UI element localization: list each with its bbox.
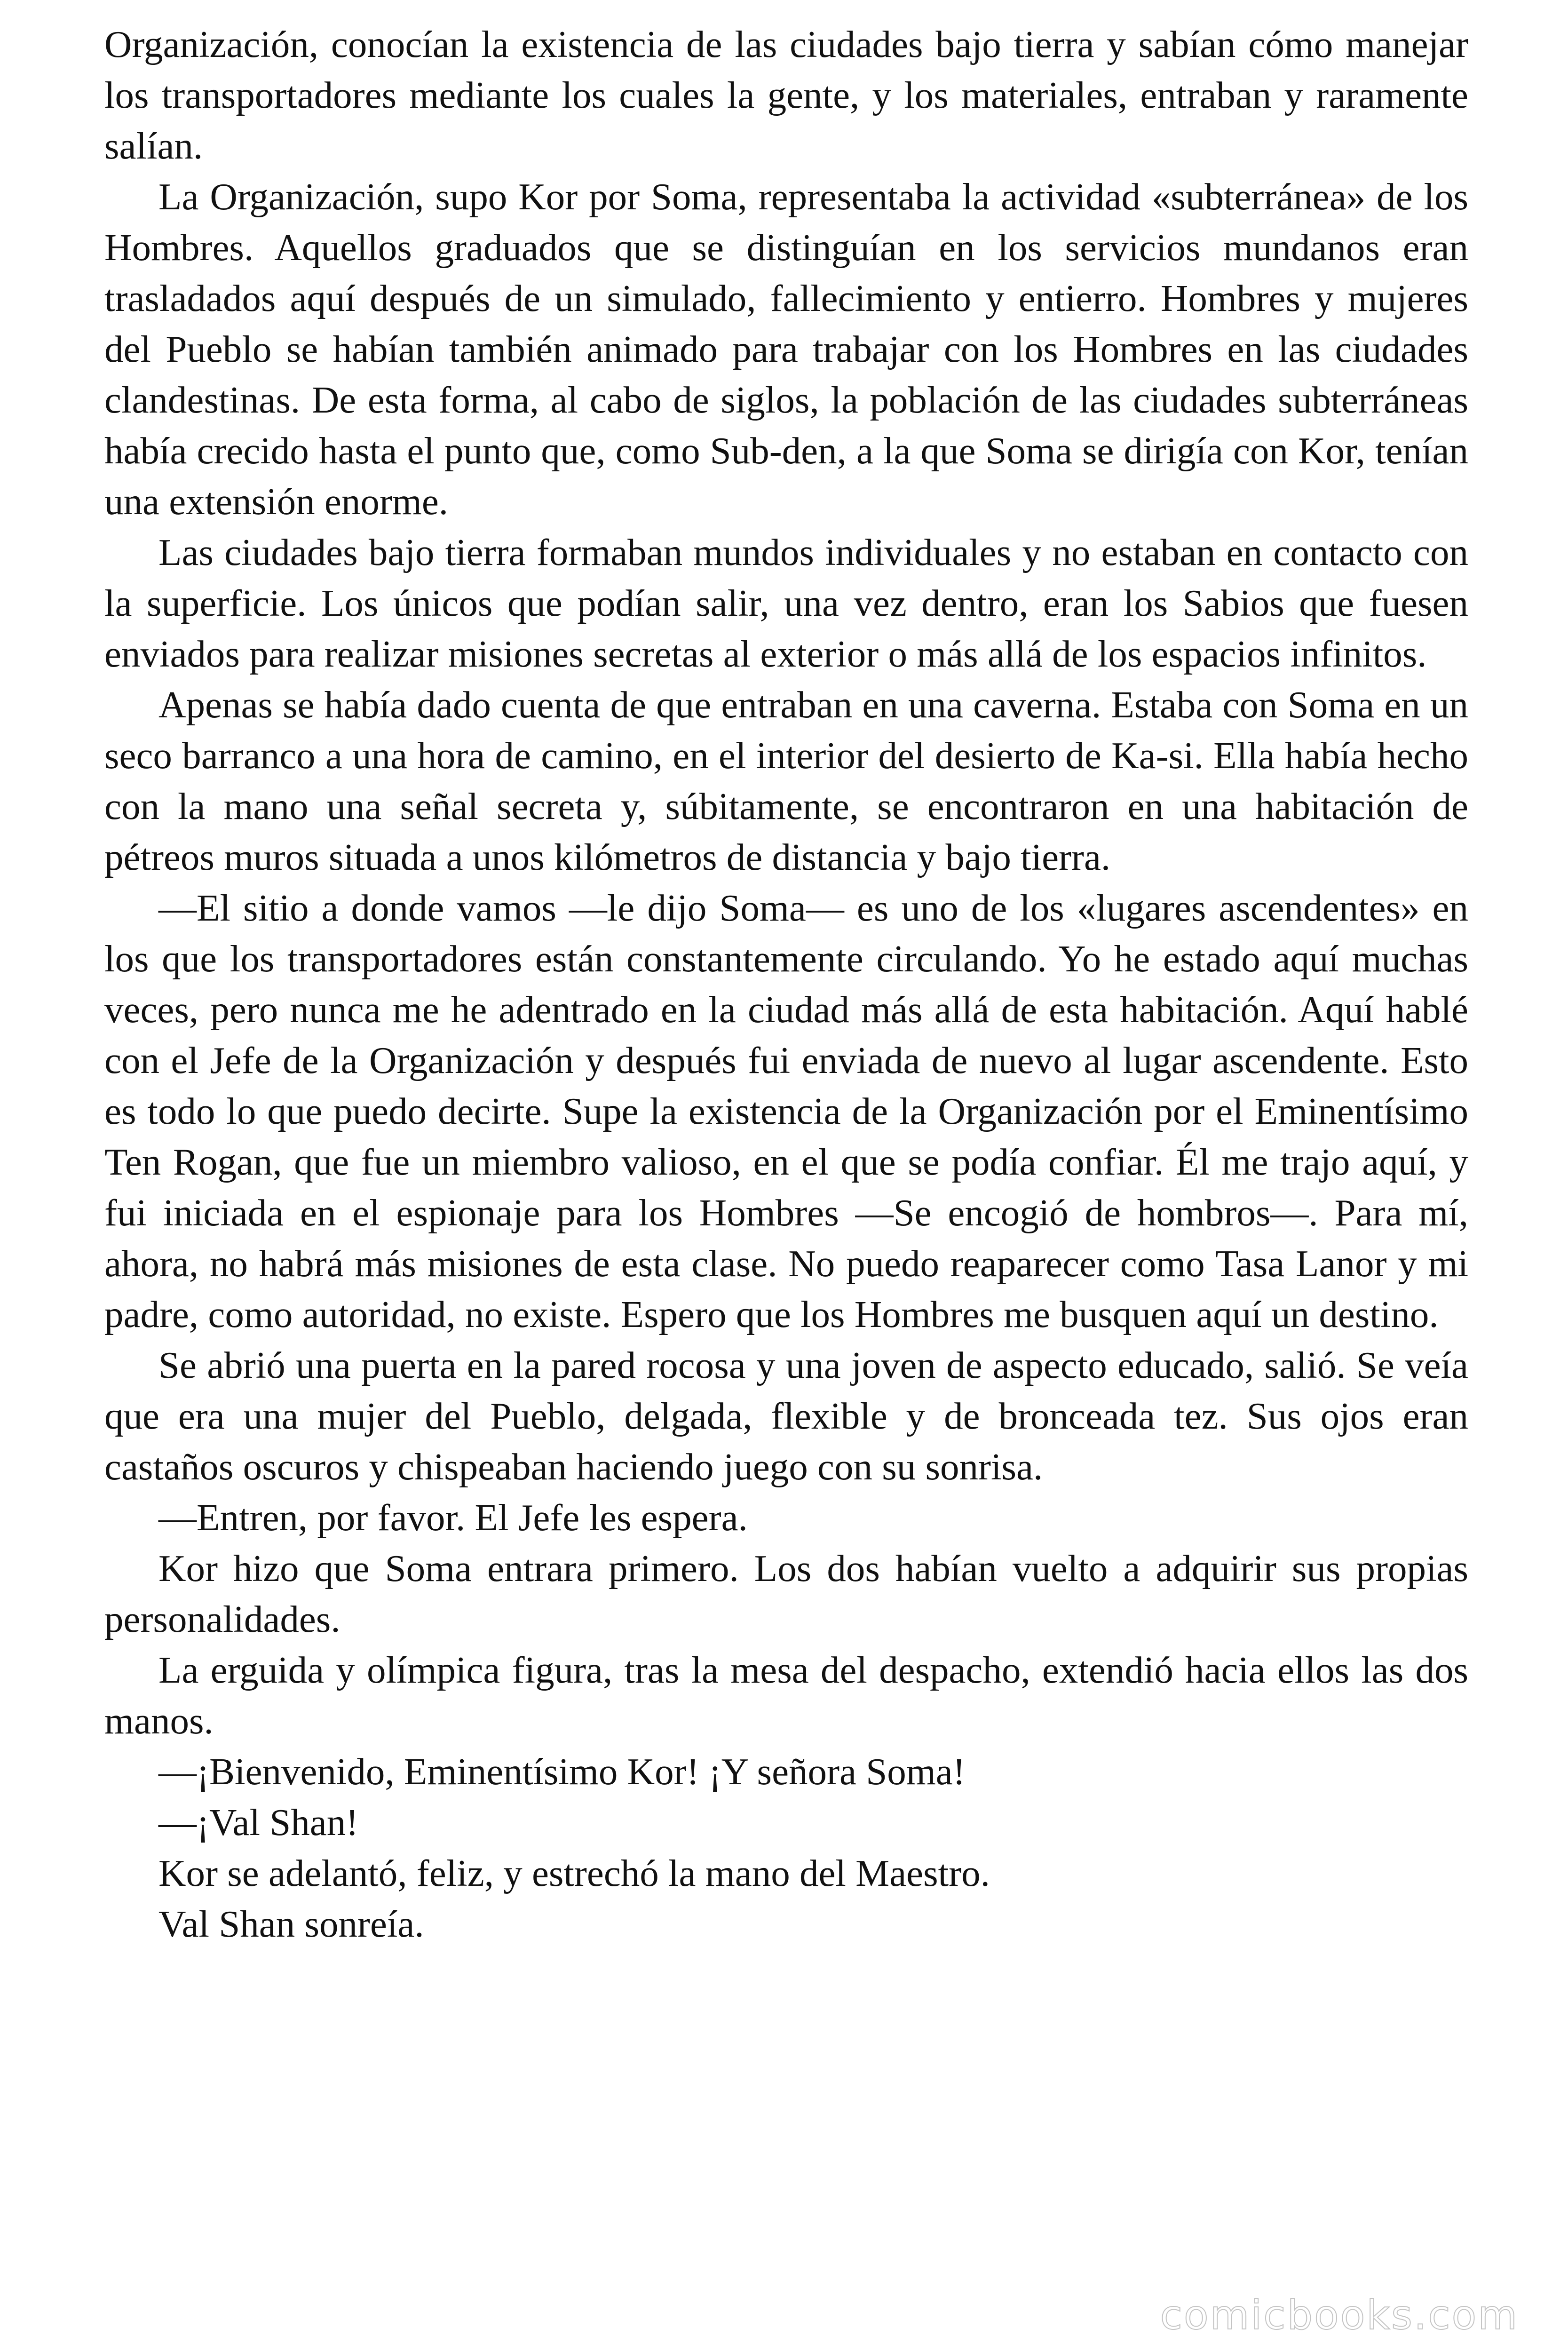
paragraph-6: Se abrió una puerta en la pared rocosa y una joven de aspecto educado, salió. Se veía que era una mujer del Pueblo, delgada, flexible y de bronceada tez. Sus ojos eran castaños oscuros y chispeaban haciendo juego con su sonrisa. [104, 1344, 1468, 1488]
paragraph-12: Kor se adelantó, feliz, y estrechó la mano del Maestro. [158, 1852, 990, 1894]
paragraph-1: Organización, conocían la existencia de las ciudades bajo tierra y sabían cómo manejar los transportadores mediante los cuales la gente, y los materiales, entraban y raramente salían. [104, 23, 1468, 167]
watermark: comicbooks.com [1160, 2292, 1519, 2339]
paragraph-7: —Entren, por favor. El Jefe les espera. [158, 1496, 748, 1539]
paragraph-9: La erguida y olímpica figura, tras la mesa del despacho, extendió hacia ellos las dos manos. [104, 1649, 1468, 1742]
page-body [104, 19, 1468, 1949]
paragraph-3: Las ciudades bajo tierra formaban mundos individuales y no estaban en contacto con la superficie. Los únicos que podían salir, una vez dentro, eran los Sabios que fuesen enviados para realizar misiones secretas al exterior o más allá de los espacios infinitos. [104, 531, 1468, 675]
paragraph-2: La Organización, supo Kor por Soma, representaba la actividad «subterránea» de los Hombres. Aquellos graduados que se distinguían en los servicios mundanos eran trasladados aquí después de un simulado, fallecimiento y entierro. Hombres y mujeres del Pueblo se habían también animado para trabajar con los Hombres en las ciudades clandestinas. De esta forma, al cabo de siglos, la población de las ciudades subterráneas había crecido hasta el punto que, como Sub-den, a la que Soma se dirigía con Kor, tenían una extensión enorme. [104, 175, 1468, 523]
paragraph-13: Val Shan sonreía. [158, 1903, 424, 1945]
paragraph-11: —¡Val Shan! [158, 1801, 359, 1843]
paragraph-10: —¡Bienvenido, Eminentísimo Kor! ¡Y señora Soma! [158, 1750, 966, 1793]
paragraph-5: —El sitio a donde vamos —le dijo Soma— es uno de los «lugares ascendentes» en los que los transportadores están constantemente circulando. Yo he estado aquí muchas veces, pero nunca me he adentrado en la ciudad más allá de esta habitación. Aquí hablé con el Jefe de la Organización y después fui enviada de nuevo al lugar ascendente. Esto es todo lo que puedo decirte. Supe la existencia de la Organización por el Eminentísimo Ten Rogan, que fue un miembro valioso, en el que se podía confiar. Él me trajo aquí, y fui iniciada en el espionaje para los Hombres —Se encogió de hombros—. Para mí, ahora, no habrá más misiones de esta clase. No puedo reaparecer como Tasa Lanor y mi padre, como autoridad, no existe. Espero que los Hombres me busquen aquí un destino. [104, 887, 1468, 1335]
paragraph-4: Apenas se había dado cuenta de que entraban en una caverna. Estaba con Soma en un seco barranco a una hora de camino, en el interior del desierto de Ka-si. Ella había hecho con la mano una señal secreta y, súbitamente, se encontraron en una habitación de pétreos muros situada a unos kilómetros de distancia y bajo tierra. [104, 683, 1468, 878]
paragraph-8: Kor hizo que Soma entrara primero. Los dos habían vuelto a adquirir sus propias personalidades. [104, 1547, 1468, 1640]
